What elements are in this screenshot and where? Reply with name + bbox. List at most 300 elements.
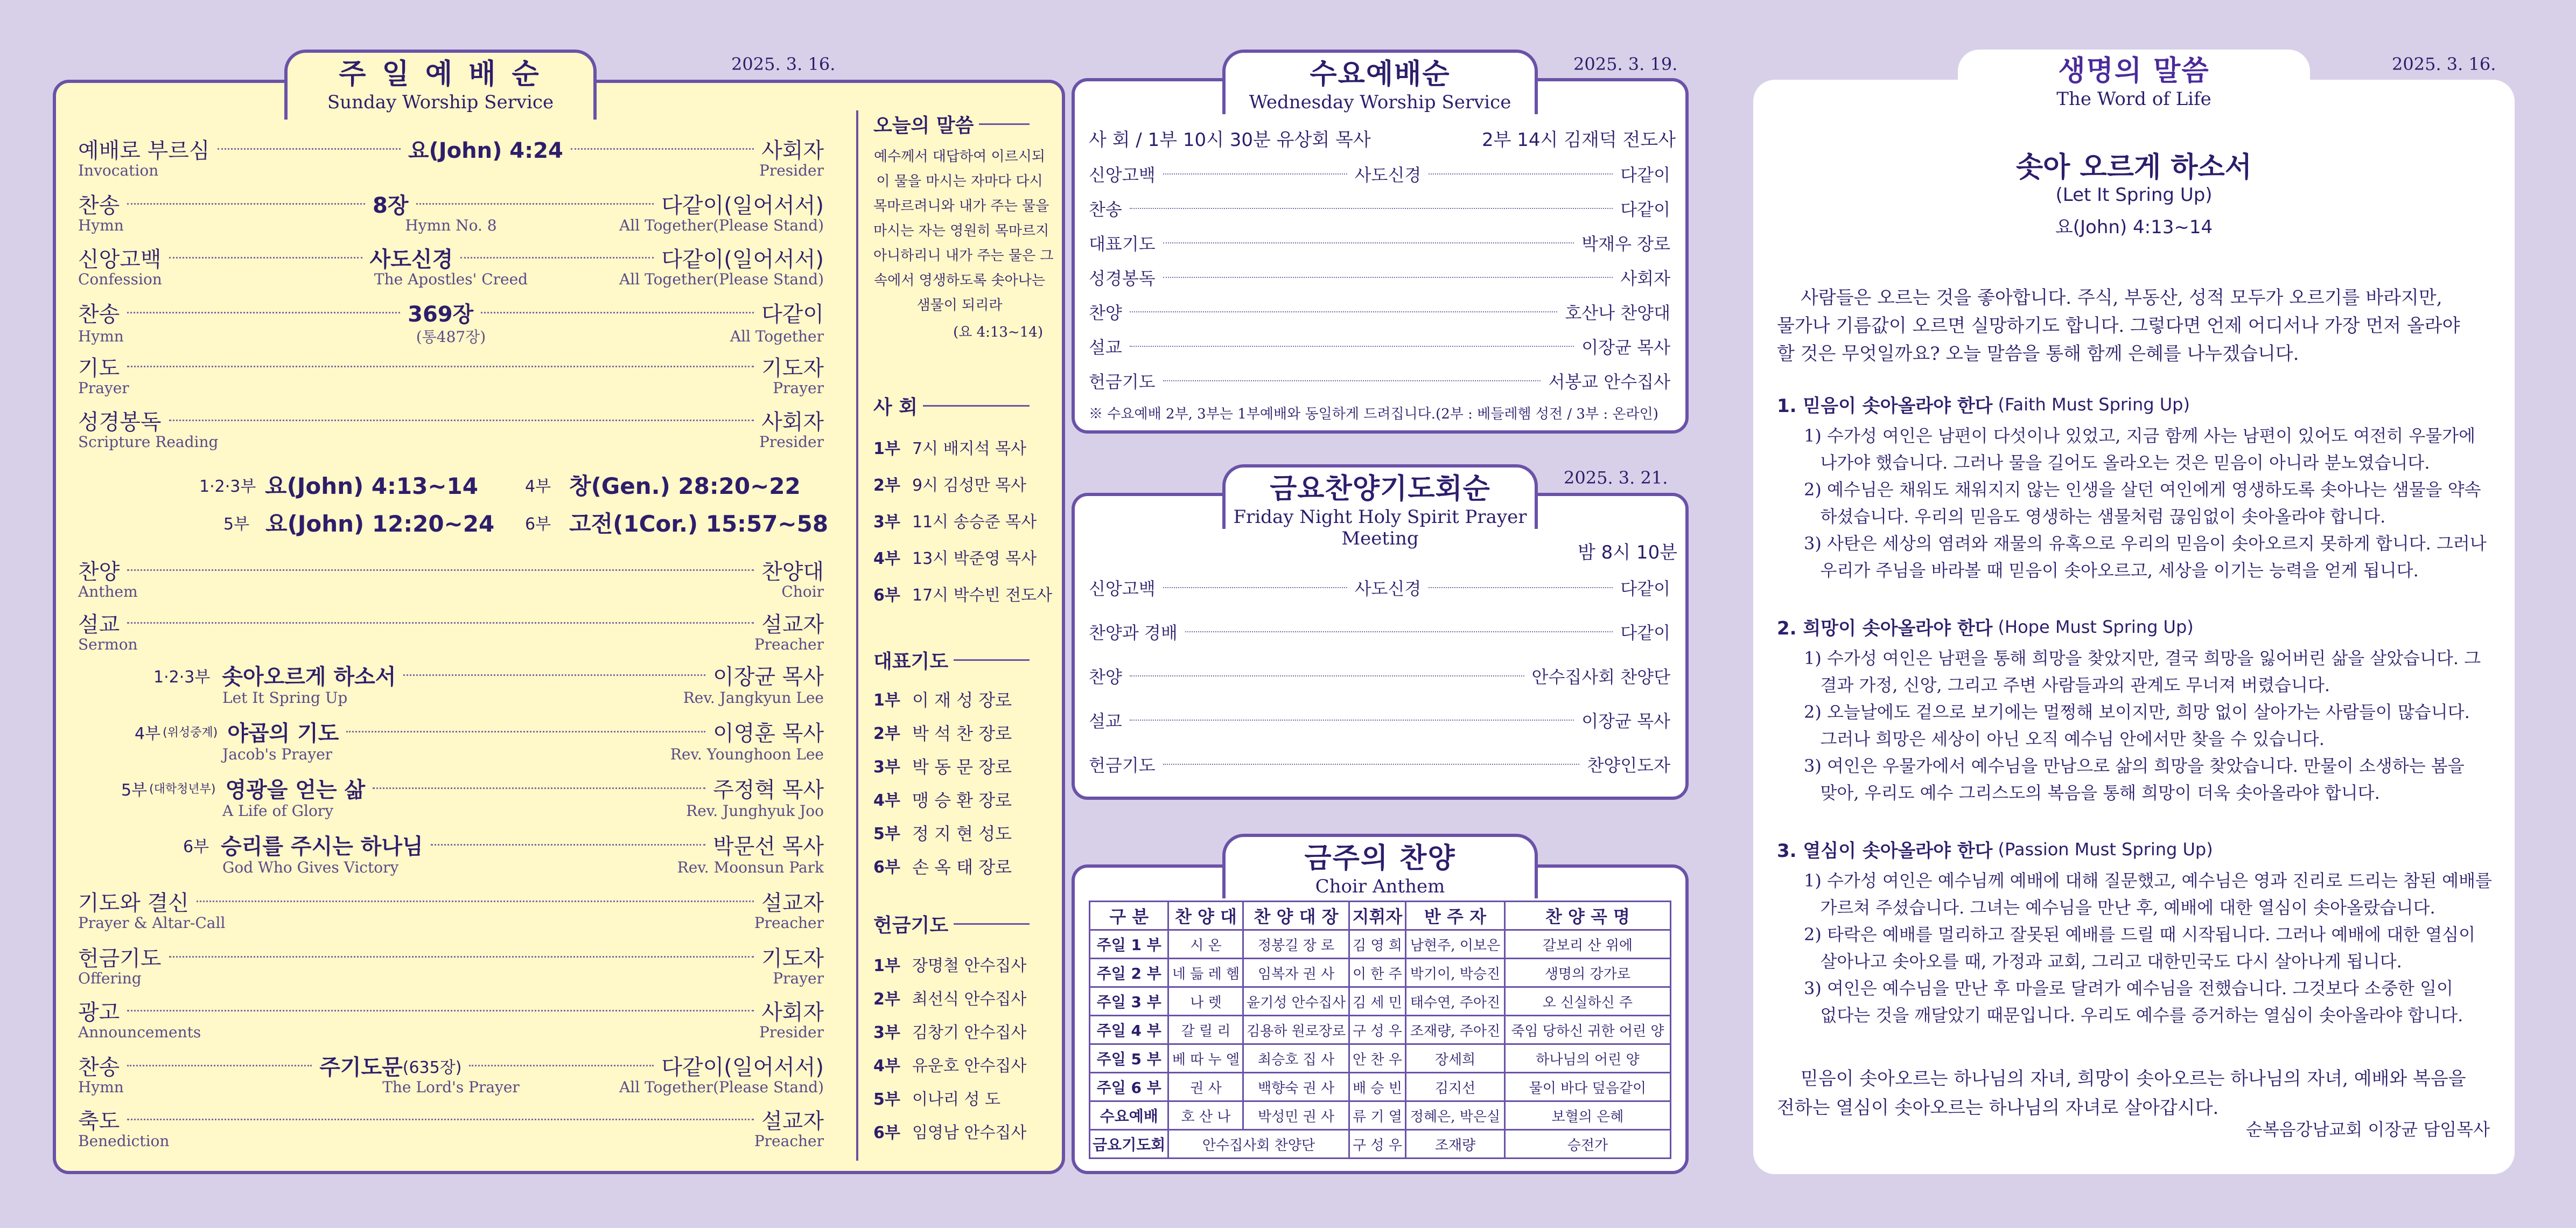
service-order-row — [1089, 334, 1670, 359]
anthem-cell: 금요기도회 — [1090, 1130, 1168, 1159]
offering-heading — [873, 910, 1030, 938]
verse-line: 샘물이 되리라 — [916, 297, 1003, 313]
order-label-en: Scripture Reading — [78, 433, 219, 451]
scripture-reference: 요(John) 4:13~14 — [265, 473, 478, 499]
section-line: 3) 여인은 예수님을 만난 후 마을로 달려가 예수님을 전했습니다. 그것보다 소중한 일이 — [1804, 978, 2453, 999]
sermon-title: 승리를 주시는 하나님 — [221, 834, 423, 859]
anthem-cell: 안 찬 우 — [1349, 1044, 1406, 1073]
section-line: 3) 여인은 우물가에서 예수님을 만남으로 삶의 희망을 찾았습니다. 만물이 소생하는 봄을 — [1804, 756, 2465, 776]
leader-dots — [481, 312, 754, 313]
sunday-divider — [856, 110, 858, 1161]
service-order-row — [1089, 368, 1670, 393]
anthem-cell: 나 렛 — [1168, 987, 1243, 1016]
order-right: 박재우 장로 — [1581, 234, 1670, 254]
section-line: 2) 오늘날에도 겉으로 보기에는 멀쩡해 보이지만, 희망 없이 살아가는 사람들이 많습니다. — [1804, 702, 2470, 722]
leader-dots — [197, 901, 754, 902]
section-line: 가르쳐 주셨습니다. 그녀는 예수님을 만난 후, 예배에 대한 열심이 솟아올랐습니다. — [1804, 897, 2435, 918]
sermon-title-en: A Life of Glory — [222, 802, 334, 820]
anthem-cell: 정봉길 장 로 — [1243, 930, 1349, 959]
prayer-name: 정 지 현 성도 — [912, 824, 1012, 844]
section-line: 3) 사탄은 세상의 염려와 재물의 유혹으로 우리의 믿음이 솟아오르지 못하게 합니다. 그러나 — [1804, 533, 2487, 554]
scripture-service: 5부 — [223, 515, 250, 534]
order-label-en: Confession — [78, 270, 162, 288]
intro-line: 사람들은 오르는 것을 좋아합니다. 주식, 부동산, 성적 모두가 오르기를 바라지만, — [1801, 287, 2442, 309]
sidebar-heading-text: 헌금기도 — [873, 915, 949, 937]
order-label-ko: 기도와 결신 — [78, 891, 189, 916]
host-name: 13시 박준영 목사 — [912, 549, 1037, 568]
closing-line: 전하는 열심이 솟아오르는 하나님의 자녀로 살아갑시다. — [1777, 1097, 2219, 1119]
order-mid: 사도신경 — [1354, 578, 1422, 599]
sunday-order-subrow — [78, 162, 824, 179]
leader-dots — [571, 148, 754, 150]
anthem-cell: 김용하 원로장로 — [1243, 1016, 1349, 1044]
leader-dots — [1130, 208, 1613, 209]
anthem-row — [1090, 987, 1671, 1016]
heading-rule — [954, 923, 1030, 925]
sermon-preacher: 이장균 목사 — [713, 665, 824, 689]
anthem-cell: 물이 바다 덮음같이 — [1504, 1073, 1670, 1101]
anthem-cell: 윤기성 안수집사 — [1243, 987, 1349, 1016]
leader-dots — [1163, 587, 1347, 588]
section-heading-en: (Passion Must Spring Up) — [1998, 839, 2213, 860]
order-right: 다같이 — [1620, 623, 1670, 643]
anthem-cell: 류 기 열 — [1349, 1101, 1406, 1130]
service-order-row — [1089, 619, 1670, 644]
order-mid: 사도신경 — [369, 247, 453, 272]
anthem-cell: 수요예배 — [1090, 1101, 1168, 1130]
anthem-cell: 조재량 — [1406, 1130, 1505, 1159]
leader-dots — [218, 148, 401, 150]
wednesday-note: ※ 수요예배 2부, 3부는 1부예배와 동일하게 드려집니다.(2부 : 베들레헴 성전 / 3부 : 온라인) — [1089, 406, 1658, 422]
leader-dots — [403, 674, 705, 676]
anthem-cell: 보혈의 은혜 — [1504, 1101, 1670, 1130]
prayer-name: 박 동 문 장로 — [912, 757, 1012, 777]
order-mid-note: (635장) — [402, 1058, 462, 1077]
order-label: 대표기도 — [1089, 234, 1156, 254]
sunday-order-row — [78, 297, 824, 328]
service-order-row — [1089, 265, 1670, 290]
service-order-row — [1089, 708, 1670, 732]
order-label: 찬송 — [1089, 199, 1122, 220]
order-label-en: Hymn — [78, 1078, 124, 1096]
anthem-cell: 하나님의 어린 양 — [1504, 1044, 1670, 1073]
sunday-order-row — [78, 995, 824, 1026]
anthem-row — [1090, 1130, 1671, 1159]
sunday-order-row — [78, 134, 824, 164]
anthem-cell: 박성민 권 사 — [1243, 1101, 1349, 1130]
anthem-table — [1089, 901, 1671, 1159]
host-name: 7시 배지석 목사 — [912, 439, 1027, 458]
anthem-cell: 배 승 빈 — [1349, 1073, 1406, 1101]
order-right: 찬양대 — [761, 560, 824, 584]
sermon-service: 5부 — [121, 780, 148, 800]
anthem-cell: 권 사 — [1168, 1073, 1243, 1101]
sidebar-heading-text: 사 회 — [873, 396, 918, 418]
anthem-subtitle: Choir Anthem — [1315, 876, 1445, 897]
host-service: 6부 — [873, 586, 900, 605]
verse-heading — [873, 110, 1030, 138]
leader-dots — [1163, 764, 1580, 765]
order-mid-en: The Lord's Prayer — [382, 1078, 520, 1096]
order-right-en: All Together(Please Stand) — [619, 1078, 824, 1096]
order-right-en: Presider — [759, 162, 824, 179]
order-right: 찬양인도자 — [1587, 755, 1670, 776]
section-heading-ko: 1. 믿음이 솟아올라야 한다 — [1777, 395, 1993, 417]
anthem-cell: 주일 2 부 — [1090, 959, 1168, 987]
sunday-subtitle: Sunday Worship Service — [327, 92, 554, 113]
leader-dots — [1185, 631, 1613, 632]
heading-rule — [979, 123, 1030, 125]
anthem-cell: 이 한 주 — [1349, 959, 1406, 987]
section-line: 1) 수가성 여인은 남편을 통해 희망을 찾았지만, 결국 희망을 잃어버린 삶을 살았습니다. 그 — [1804, 648, 2481, 668]
anthem-cell: 생명의 강가로 — [1504, 959, 1670, 987]
order-right-en: All Together — [730, 327, 824, 345]
scripture-reference: 창(Gen.) 28:20~22 — [569, 473, 801, 499]
sidebar-heading-text: 오늘의 말씀 — [873, 115, 974, 137]
section-line: 없다는 것을 깨달았기 때문입니다. 우리도 예수를 증거하는 열심이 솟아올라야 합니다. — [1804, 1005, 2463, 1025]
intro-line: 할 것은 무엇일까요? 오늘 말씀을 통해 함께 은혜를 나누겠습니다. — [1777, 343, 2299, 365]
prayer-service: 3부 — [873, 758, 900, 777]
leader-dots — [127, 1119, 754, 1120]
word-title: 생명의 말씀 — [2058, 55, 2210, 87]
sunday-order-row — [78, 1104, 824, 1135]
section-line: 그러나 희망은 세상이 아닌 오직 예수님 안에서만 찾을 수 있습니다. — [1804, 729, 2325, 749]
prayer-name: 박 석 찬 장로 — [912, 723, 1012, 744]
friday-time: 밤 8시 10분 — [1578, 542, 1678, 563]
sunday-date: 2025. 3. 16. — [731, 54, 836, 74]
prayer-name: 손 옥 태 장로 — [912, 857, 1012, 877]
sermon-preacher: 주정혁 목사 — [713, 778, 824, 803]
order-label-en: Prayer & Altar-Call — [78, 914, 226, 932]
sunday-order-subrow — [78, 969, 824, 987]
anthem-cell: 백향숙 권 사 — [1243, 1073, 1349, 1101]
sunday-order-subrow — [78, 1023, 824, 1041]
anthem-cell: 김 영 희 — [1349, 930, 1406, 959]
sunday-order-row — [78, 405, 824, 436]
anthem-header-cell: 찬 양 대 장 — [1243, 902, 1349, 930]
leader-dots — [373, 787, 705, 789]
order-label-en: Anthem — [78, 583, 138, 601]
section-heading-ko: 2. 희망이 솟아올라야 한다 — [1777, 618, 1993, 639]
anthem-header-cell: 구 분 — [1090, 902, 1168, 930]
leader-dots — [1130, 675, 1524, 676]
sunday-order-row — [78, 608, 824, 638]
sunday-order-row — [78, 242, 824, 273]
sermon-title: 솟아오르게 하소서 — [222, 665, 396, 689]
section-line: 결과 가정, 신앙, 그리고 주변 사람들과의 관계도 무너져 버렸습니다. — [1804, 675, 2330, 695]
section-line: 1) 수가성 여인은 예수님께 예배에 대해 질문했고, 예수님은 영과 진리로 드리는 참된 예배를 — [1804, 870, 2492, 891]
wednesday-host-b: 2부 14시 김재덕 전도사 — [1482, 129, 1676, 151]
order-right: 이장균 목사 — [1581, 337, 1670, 358]
order-label-ko: 예배로 부르심 — [78, 138, 210, 163]
order-right-en: Prayer — [773, 969, 824, 987]
leader-dots — [346, 731, 705, 732]
leader-dots — [1130, 346, 1574, 347]
order-label-en: Offering — [78, 969, 142, 987]
order-right-en: Prayer — [773, 379, 824, 397]
word-signature: 순복음강남교회 이장균 담임목사 — [2245, 1119, 2490, 1140]
order-right-en: Presider — [759, 1023, 824, 1041]
sermon-service-note: (대학청년부) — [149, 783, 216, 796]
order-label: 찬양 — [1089, 303, 1122, 323]
order-right: 다같이 — [1620, 165, 1670, 185]
sermon-service-note: (위성중계) — [163, 726, 218, 739]
anthem-cell: 김지선 — [1406, 1073, 1505, 1101]
anthem-row — [1090, 930, 1671, 959]
host-name: 11시 송승준 목사 — [912, 513, 1037, 532]
leader-dots — [127, 622, 754, 624]
sermon-title-en: Jacob's Prayer — [222, 745, 333, 763]
order-right: 기도자 — [761, 356, 824, 381]
anthem-cell: 김 세 민 — [1349, 987, 1406, 1016]
anthem-cell: 갈보리 산 위에 — [1504, 930, 1670, 959]
anthem-cell: 최승호 집 사 — [1243, 1044, 1349, 1073]
order-mid: 요(John) 4:24 — [408, 138, 563, 163]
sermon-title: 영광을 얻는 삶 — [225, 778, 366, 803]
verse-line: 이 물을 마시는 자마다 다시 — [876, 173, 1043, 190]
anthem-cell: 갈 릴 리 — [1168, 1016, 1243, 1044]
sunday-order-row — [78, 189, 824, 219]
order-label: 헌금기도 — [1089, 755, 1156, 776]
host-service: 1부 — [873, 439, 900, 458]
leader-dots — [416, 203, 654, 205]
sermon-preacher: 이영훈 목사 — [713, 721, 824, 746]
sunday-order-row — [78, 351, 824, 382]
anthem-header-cell: 찬 양 대 — [1168, 902, 1243, 930]
sermon-service: 6부 — [183, 837, 209, 856]
sermon-service: 4부 — [135, 724, 161, 743]
section-line: 2) 타락은 예배를 멀리하고 잘못된 예배를 드릴 때 시작됩니다. 그러나 예배에 대한 열심이 — [1804, 924, 2476, 945]
service-order-row — [1089, 299, 1670, 324]
order-right: 서봉교 안수집사 — [1548, 372, 1670, 392]
service-order-row — [1089, 575, 1670, 600]
section-heading — [1777, 391, 2190, 417]
scripture-service: 6부 — [525, 515, 551, 534]
anthem-cell: 주일 3 부 — [1090, 987, 1168, 1016]
wednesday-date: 2025. 3. 19. — [1573, 54, 1678, 74]
offering-service: 3부 — [873, 1023, 900, 1042]
order-mid-en: (통487장) — [416, 328, 486, 346]
sermon-title-en: God Who Gives Victory — [222, 859, 399, 876]
order-label-ko: 축도 — [78, 1109, 120, 1134]
friday-date: 2025. 3. 21. — [1564, 468, 1668, 488]
anthem-header-cell: 반 주 자 — [1406, 902, 1505, 930]
order-label-en: Sermon — [78, 636, 138, 653]
sermon-preacher-en: Rev. Jangkyun Lee — [683, 689, 824, 707]
order-label: 헌금기도 — [1089, 372, 1156, 392]
scripture-service: 1·2·3부 — [199, 477, 256, 496]
anthem-cell: 주일 1 부 — [1090, 930, 1168, 959]
scripture-reference: 고전(1Cor.) 15:57~58 — [569, 511, 829, 537]
leader-dots — [1130, 720, 1574, 721]
order-mid: 사도신경 — [1354, 165, 1422, 185]
order-label-ko: 설교 — [78, 612, 120, 637]
order-label-ko: 찬송 — [78, 302, 120, 327]
sermon-service: 1·2·3부 — [153, 667, 211, 687]
offering-service: 6부 — [873, 1124, 900, 1142]
order-label-en: Hymn — [78, 217, 124, 234]
host-name: 17시 박수빈 전도사 — [912, 586, 1053, 605]
order-right: 사회자 — [1620, 268, 1670, 289]
sunday-order-subrow — [78, 914, 824, 932]
leader-dots — [127, 203, 365, 205]
anthem-cell: 조재량, 주아진 — [1406, 1016, 1505, 1044]
service-order-row — [1089, 231, 1670, 255]
order-right-en: All Together(Please Stand) — [619, 270, 824, 288]
service-order-row — [1089, 752, 1670, 777]
anthem-header-cell: 지휘자 — [1349, 902, 1406, 930]
sermon-row — [121, 773, 824, 804]
order-right-en: Choir — [781, 583, 824, 601]
order-label-ko: 찬송 — [78, 193, 120, 218]
leader-dots — [169, 420, 754, 421]
leader-dots — [469, 1065, 654, 1066]
order-label-ko: 찬송 — [78, 1055, 120, 1080]
order-label-en: Announcements — [78, 1023, 201, 1041]
leader-dots — [431, 844, 705, 846]
verse-line: 목마르려니와 내가 주는 물을 — [873, 198, 1049, 214]
sunday-order-subrow — [78, 583, 824, 601]
anthem-row — [1090, 959, 1671, 987]
order-mid: 369장 — [408, 302, 474, 327]
anthem-cell: 주일 6 부 — [1090, 1073, 1168, 1101]
host-service: 4부 — [873, 549, 900, 568]
sunday-order-subrow — [78, 270, 824, 288]
order-label-en: Prayer — [78, 379, 129, 397]
order-label-ko: 신앙고백 — [78, 247, 162, 272]
order-right: 설교자 — [761, 1109, 824, 1134]
order-right: 안수집사회 찬양단 — [1531, 667, 1670, 687]
wednesday-title: 수요예배순 — [1310, 58, 1451, 90]
section-line: 2) 예수님은 채워도 채워지지 않는 인생을 살던 여인에게 영생하도록 솟아나는 샘물을 약속 — [1804, 479, 2481, 500]
prayer-service: 6부 — [873, 858, 900, 877]
order-right: 설교자 — [761, 612, 824, 637]
leader-dots — [1163, 277, 1613, 278]
sunday-order-subrow — [78, 325, 824, 347]
leader-dots — [169, 956, 754, 958]
offering-service: 5부 — [873, 1090, 900, 1109]
sunday-order-row — [78, 555, 824, 585]
sunday-order-subrow — [78, 1078, 824, 1096]
leader-dots — [1130, 311, 1558, 312]
anthem-cell: 박기이, 박승진 — [1406, 959, 1505, 987]
order-right-en: All Together(Please Stand) — [619, 217, 824, 234]
order-right: 다같이(일어서서) — [661, 1055, 824, 1080]
anthem-cell: 베 따 누 엘 — [1168, 1044, 1243, 1073]
prayer-name: 맹 승 환 장로 — [912, 790, 1012, 811]
wednesday-subtitle: Wednesday Worship Service — [1249, 92, 1511, 113]
order-label-en: Benediction — [78, 1132, 170, 1150]
host-service: 2부 — [873, 476, 900, 495]
anthem-cell: 정혜은, 박은실 — [1406, 1101, 1505, 1130]
service-order-row — [1089, 162, 1670, 186]
word-sermon-title-en: (Let It Spring Up) — [2055, 184, 2213, 206]
scripture-reference: 요(John) 12:20~24 — [265, 511, 495, 537]
sermon-preacher-en: Rev. Junghyuk Joo — [686, 802, 824, 820]
anthem-cell: 구 성 우 — [1349, 1016, 1406, 1044]
sidebar-heading-text: 대표기도 — [873, 651, 949, 673]
order-right: 다같이 — [761, 302, 824, 327]
anthem-row — [1090, 1044, 1671, 1073]
host-name: 9시 김성만 목사 — [912, 476, 1027, 495]
leader-dots — [127, 1010, 754, 1011]
order-right: 기도자 — [761, 946, 824, 971]
service-order-row — [1089, 196, 1670, 221]
sunday-order-subrow — [78, 379, 824, 397]
order-label-ko: 광고 — [78, 1000, 120, 1025]
order-label-en: Hymn — [78, 327, 124, 345]
order-right: 사회자 — [761, 138, 824, 163]
anthem-cell: 네 듦 레 헴 — [1168, 959, 1243, 987]
offering-name: 최선식 안수집사 — [912, 990, 1027, 1009]
order-label-ko: 기도 — [78, 356, 120, 381]
sermon-preacher-en: Rev. Moonsun Park — [677, 859, 824, 876]
anthem-row — [1090, 1016, 1671, 1044]
order-label: 설교 — [1089, 711, 1122, 731]
prayer-service: 2부 — [873, 724, 900, 743]
order-label: 찬양 — [1089, 667, 1122, 687]
offering-name: 유운호 안수집사 — [912, 1057, 1027, 1076]
sunday-order-row — [78, 1050, 824, 1081]
verse-line: 속에서 영생하도록 솟아나는 — [874, 273, 1045, 289]
sunday-order-row — [78, 941, 824, 972]
order-label: 성경봉독 — [1089, 268, 1156, 289]
offering-service: 4부 — [873, 1057, 900, 1076]
prayer-name: 이 재 성 장로 — [912, 690, 1012, 710]
anthem-title: 금주의 찬양 — [1304, 842, 1456, 875]
order-right: 이장균 목사 — [1581, 711, 1670, 731]
verse-line: 예수께서 대답하여 이르시되 — [874, 149, 1045, 165]
anthem-cell: 호 산 나 — [1168, 1101, 1243, 1130]
prayer-service: 1부 — [873, 691, 900, 710]
anthem-tab — [1222, 834, 1538, 898]
leader-dots — [460, 257, 654, 259]
sermon-preacher-en: Rev. Younghoon Lee — [670, 745, 824, 763]
sermon-row — [153, 660, 824, 690]
wednesday-host-a: 사 회 / 1부 10시 30분 유상회 목사 — [1089, 129, 1371, 151]
sunday-tab — [284, 50, 597, 120]
offering-service: 2부 — [873, 990, 900, 1009]
prayer-service: 4부 — [873, 791, 900, 810]
anthem-cell: 승전가 — [1504, 1130, 1670, 1159]
heading-rule — [923, 405, 1030, 407]
word-tab — [1958, 50, 2310, 120]
order-right-en: Preacher — [754, 636, 824, 653]
leader-dots — [1163, 242, 1574, 243]
order-right: 사회자 — [761, 1000, 824, 1025]
order-label-ko: 찬양 — [78, 560, 120, 584]
wednesday-tab — [1222, 50, 1538, 114]
order-right-en: Preacher — [754, 914, 824, 932]
anthem-cell: 시 온 — [1168, 930, 1243, 959]
anthem-cell: 장세희 — [1406, 1044, 1505, 1073]
sunday-order-subrow — [78, 636, 824, 653]
anthem-cell: 주일 5 부 — [1090, 1044, 1168, 1073]
order-mid-en: Hymn No. 8 — [405, 217, 497, 234]
anthem-cell: 남현주, 이보은 — [1406, 930, 1505, 959]
order-right: 다같이(일어서서) — [661, 247, 824, 272]
anthem-cell: 태수연, 주아진 — [1406, 987, 1505, 1016]
friday-title: 금요찬양기도회순 — [1270, 473, 1490, 505]
sunday-order-row — [78, 886, 824, 917]
order-right: 사회자 — [761, 410, 824, 435]
word-subtitle: The Word of Life — [2056, 88, 2211, 110]
order-mid-en: The Apostles' Creed — [374, 270, 528, 288]
order-label-en: Invocation — [78, 162, 159, 179]
heading-rule — [954, 659, 1030, 661]
order-label: 설교 — [1089, 337, 1122, 358]
order-label: 신앙고백 — [1089, 165, 1156, 185]
